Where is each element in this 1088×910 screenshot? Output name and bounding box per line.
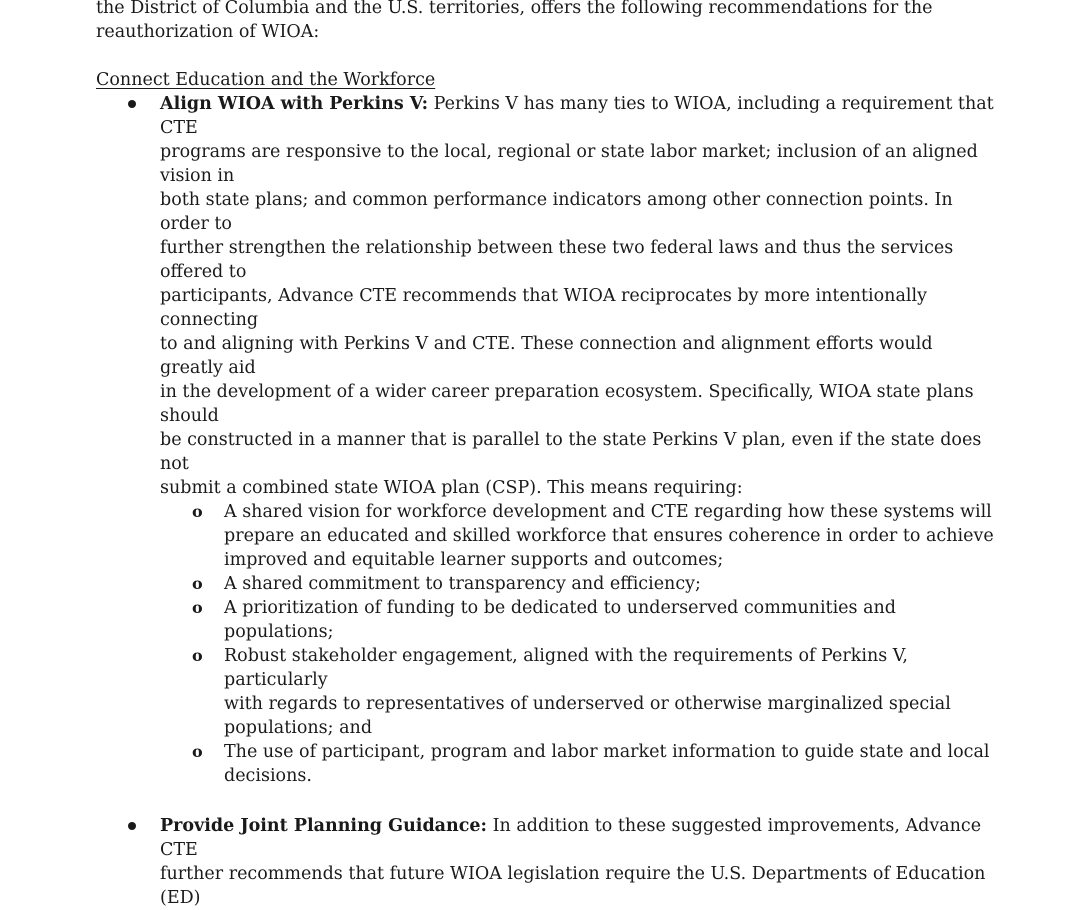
requirement-text: A shared commitment to transparency and efficiency; bbox=[224, 574, 701, 594]
requirement-item bbox=[160, 500, 996, 572]
requirement-list bbox=[160, 500, 996, 788]
sub-bullet-icon: o bbox=[192, 742, 203, 761]
requirement-text: A shared vision for workforce development and CTE regarding how these systems will prepare an educated and skilled workforce that ensures coherence in order to achieve improved and equitable learner supports and outcomes; bbox=[224, 502, 994, 570]
recommendation-paragraph bbox=[160, 92, 996, 500]
sub-bullet-icon: o bbox=[192, 598, 203, 617]
requirement-item bbox=[160, 572, 996, 596]
requirement-text: The use of participant, program and labor market information to guide state and local decisions. bbox=[224, 742, 990, 786]
recommendation-body: Perkins V has many ties to WIOA, including a requirement that CTE programs are responsive to the local, regional or state labor market; inclusion of an aligned vision in both state plans; and common performance indicators among other connection points. In order to further strengthen the relationship between these two federal laws and thus the services offered to participants, Advance CTE recommends that WIOA reciprocates by more intentionally connecting to and aligning with Perkins V and CTE. These connection and alignment efforts would greatly aid in the development of a wider career preparation ecosystem. Specifically, WIOA state plans should be constructed in a manner that is parallel to the state Perkins V plan, even if the state does not submit a combined state WIOA plan (CSP). This means requiring: bbox=[160, 94, 994, 498]
requirement-text: Robust stakeholder engagement, aligned with the requirements of Perkins V, particularly with regards to representatives of underserved or otherwise marginalized special populations; and bbox=[224, 646, 951, 738]
recommendation-list bbox=[96, 92, 996, 910]
intro-paragraph: the District of Columbia and the U.S. territories, offers the following recommendations for the reauthorization of WIOA: bbox=[96, 0, 933, 42]
requirement-text: A prioritization of funding to be dedicated to underserved communities and populations; bbox=[224, 598, 896, 642]
bullet-icon bbox=[128, 100, 136, 108]
sub-bullet-icon: o bbox=[192, 574, 203, 593]
requirement-item bbox=[160, 596, 996, 644]
sub-bullet-icon: o bbox=[192, 502, 203, 521]
recommendation-lead: Align WIOA with Perkins V: bbox=[160, 94, 429, 114]
bullet-icon bbox=[128, 822, 136, 830]
section-heading: Connect Education and the Workforce bbox=[96, 70, 436, 90]
recommendation-align-wioa-perkins bbox=[96, 92, 996, 788]
requirement-item bbox=[160, 644, 996, 740]
recommendation-lead: Provide Joint Planning Guidance: bbox=[160, 816, 487, 836]
recommendation-joint-planning bbox=[96, 814, 996, 910]
recommendation-body: In addition to these suggested improvements, Advance CTE further recommends that future WIOA legislation require the U.S. Departments of Education (ED) bbox=[160, 816, 986, 908]
recommendation-paragraph bbox=[160, 814, 996, 910]
sub-bullet-icon: o bbox=[192, 646, 203, 665]
requirement-item bbox=[160, 740, 996, 788]
